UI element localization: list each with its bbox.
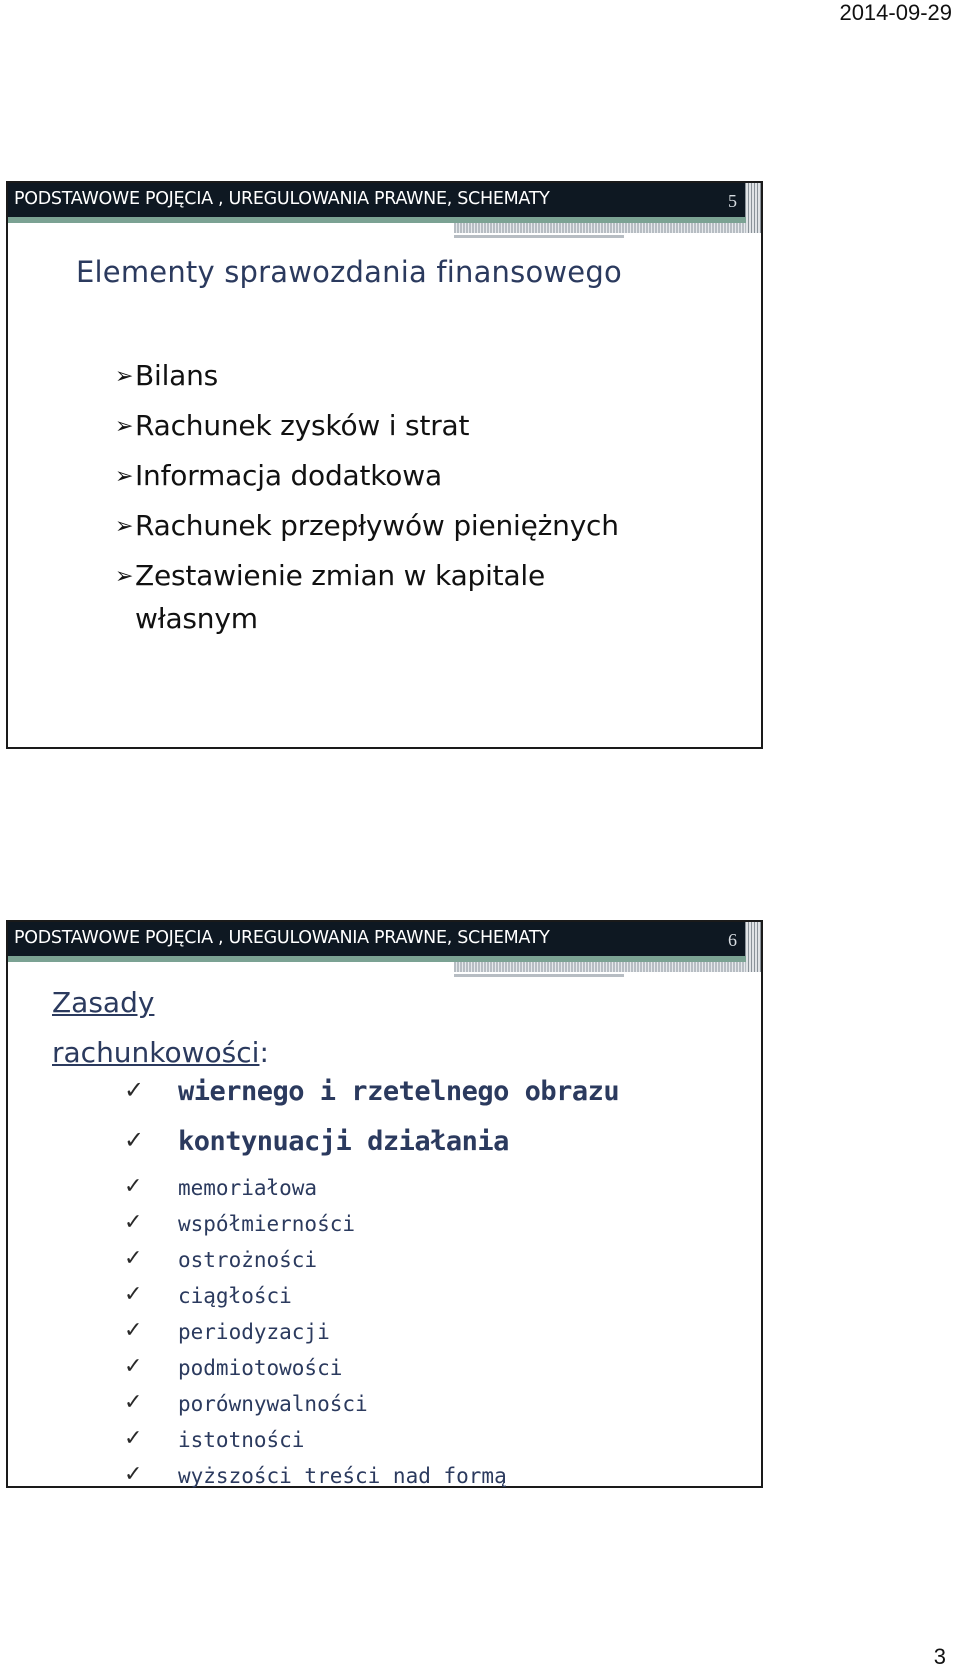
list-item: ✓ wiernego i rzetelnego obrazu — [124, 1076, 620, 1107]
checkmark-icon: ✓ — [124, 1076, 145, 1104]
list-item: ➢Rachunek zysków i strat — [115, 401, 619, 451]
checkmark-icon: ✓ — [124, 1210, 143, 1235]
header-title: PODSTAWOWE POJĘCIA , UREGULOWANIA PRAWNE, SCHEMATY — [14, 928, 550, 948]
checkmark-icon: ✓ — [124, 1390, 143, 1415]
checkmark-icon: ✓ — [124, 1426, 143, 1451]
list-item: ✓ ostrożności — [124, 1246, 318, 1272]
checkmark-icon: ✓ — [124, 1246, 143, 1271]
principles-list — [8, 1074, 748, 1498]
arrow-bullet-icon: ➢ — [115, 364, 134, 389]
checkmark-icon: ✓ — [124, 1318, 143, 1343]
slide-number: 5 — [728, 191, 737, 211]
list-item: ➢Bilans — [115, 351, 619, 401]
slide-6 — [6, 920, 763, 1488]
checkmark-icon: ✓ — [124, 1354, 143, 1379]
list-item: ✓ kontynuacji działania — [124, 1126, 509, 1157]
checkmark-icon: ✓ — [124, 1462, 143, 1487]
list-item: ➢Zestawienie zmian w kapitale własnym — [115, 551, 619, 641]
list-item: ✓ porównywalności — [124, 1390, 368, 1416]
list-item: ✓ wyższości treści nad formą — [124, 1462, 507, 1488]
slide-5 — [6, 181, 763, 749]
header-stripes — [745, 183, 761, 233]
slide-number: 6 — [728, 930, 737, 950]
principles-heading: Zasady rachunkowości: — [52, 986, 269, 1069]
decorative-line — [454, 974, 624, 977]
slide-title: Elementy sprawozdania finansowego — [76, 255, 622, 289]
list-item: ✓ ciągłości — [124, 1282, 292, 1308]
header-title: PODSTAWOWE POJĘCIA , UREGULOWANIA PRAWNE, SCHEMATY — [14, 189, 550, 209]
decorative-band — [454, 223, 746, 233]
list-item: ✓ współmierności — [124, 1210, 356, 1236]
list-item: ✓ periodyzacji — [124, 1318, 330, 1344]
arrow-bullet-icon: ➢ — [115, 414, 134, 439]
checkmark-icon: ✓ — [124, 1282, 143, 1307]
list-item: ➢Rachunek przepływów pieniężnych — [115, 501, 619, 551]
decorative-line — [454, 235, 624, 238]
bullet-list — [115, 351, 619, 641]
slide-header — [8, 922, 761, 956]
list-item: ✓ memoriałowa — [124, 1174, 318, 1200]
checkmark-icon: ✓ — [124, 1126, 145, 1154]
list-item-continuation: własnym — [135, 602, 258, 635]
page-date: 2014-09-29 — [839, 0, 952, 25]
decorative-band — [454, 962, 746, 972]
list-item: ➢Informacja dodatkowa — [115, 451, 619, 501]
slide-header — [8, 183, 761, 217]
list-item: ✓ podmiotowości — [124, 1354, 343, 1380]
arrow-bullet-icon: ➢ — [115, 514, 134, 539]
list-item: ✓ istotności — [124, 1426, 305, 1452]
header-stripes — [745, 922, 761, 972]
page-number: 3 — [933, 1644, 946, 1669]
arrow-bullet-icon: ➢ — [115, 564, 134, 589]
checkmark-icon: ✓ — [124, 1174, 143, 1199]
arrow-bullet-icon: ➢ — [115, 464, 134, 489]
